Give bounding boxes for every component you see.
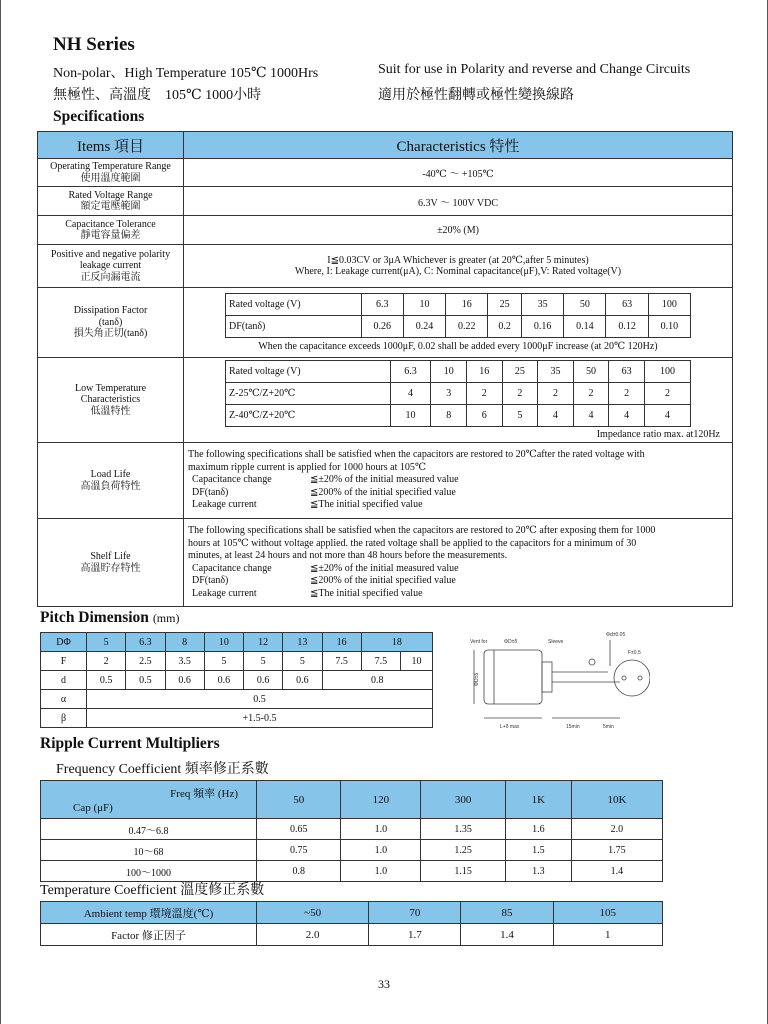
- page-number: 33: [378, 977, 390, 991]
- list-label: Capacitance change: [192, 562, 272, 574]
- factor-cell: 1.4: [461, 924, 553, 946]
- pitch-d-cell: 0.6: [244, 671, 283, 690]
- freq-value-cell: 1.25: [421, 840, 505, 861]
- pitch-diameter-cell: 12: [244, 633, 283, 652]
- lt-z40-cell: 4: [644, 405, 690, 427]
- pitch-f-label: F: [41, 652, 87, 671]
- item-voltage: [38, 187, 184, 216]
- pitch-diameter-cell: 5: [87, 633, 126, 652]
- pitch-d-cell: 0.8: [322, 671, 433, 690]
- freq-value-cell: 1.5: [505, 840, 571, 861]
- freq-header-cell: 10K: [571, 781, 662, 819]
- freq-header-cell: 50: [257, 781, 341, 819]
- list-label: DF(tanδ): [192, 575, 229, 586]
- list-label: Leakage current: [192, 499, 257, 511]
- low-temp-note: Impedance ratio max. at120Hz: [596, 429, 720, 440]
- temperature-coefficient-table: [40, 901, 663, 946]
- df-cell: 0.16: [521, 316, 563, 338]
- item-en: Capacitance Tolerance: [65, 218, 156, 230]
- item-zh: 靜電容量偏差: [80, 230, 141, 241]
- lead-hole-right: [638, 676, 642, 680]
- diagram-15min-label: 15min: [566, 724, 580, 730]
- pitch-diameter-cell: 6.3: [126, 633, 165, 652]
- freq-value-cell: 1.0: [341, 819, 421, 840]
- spec-row-load-life: [38, 443, 733, 519]
- spec-row-low-temp: [38, 358, 733, 443]
- item-en: Low Temperature: [74, 382, 147, 394]
- pitch-d-label: DΦ: [41, 633, 87, 652]
- pitch-d-cell: 0.6: [204, 671, 243, 690]
- item-operating-temp: [38, 159, 184, 187]
- intro-zh-left: 無極性、高溫度 105℃ 1000小時: [53, 88, 262, 103]
- spec-row-shelf-life: [38, 519, 733, 607]
- pitch-diameter-cell: 8: [165, 633, 204, 652]
- item-zh: 損失角正切(tanδ): [73, 328, 148, 340]
- dissipation-table: [225, 293, 691, 338]
- items-column-header: Items 項目: [38, 132, 184, 159]
- freq-cap-cell: 100～1000: [41, 861, 257, 882]
- spec-row-tolerance: [38, 216, 733, 245]
- diagram-phid3-label: Φd±0.05: [606, 632, 626, 638]
- lt-voltage-cell: 25: [502, 361, 538, 383]
- lt-z40-row: [226, 405, 691, 427]
- lt-z40-cell: 8: [431, 405, 467, 427]
- lt-z25-cell: 2: [467, 383, 503, 405]
- temp-header-cell: 70: [369, 902, 461, 924]
- lt-voltage-cell: 100: [644, 361, 690, 383]
- list-value: ≦±20% of the initial measured value: [310, 474, 459, 486]
- spec-header-row: [38, 132, 733, 159]
- dissipation-value: [184, 288, 733, 358]
- lt-z25-cell: 2: [573, 383, 609, 405]
- item-zh: 正反向漏電流: [80, 271, 141, 283]
- leakage-value: [184, 245, 733, 288]
- freq-cap-cell: 0.47～6.8: [41, 819, 257, 840]
- lt-z40-cell: 10: [390, 405, 431, 427]
- spec-row-operating-temp: [38, 159, 733, 187]
- diagram-vent-label: Vent for: [470, 639, 488, 645]
- list-value: ≦The initial specified value: [310, 499, 423, 511]
- freq-row: [41, 819, 663, 840]
- freq-value-cell: 1.6: [505, 819, 571, 840]
- pitch-diameter-cell: 10: [204, 633, 243, 652]
- diagram-phid-label: ΦD±δ: [504, 639, 518, 645]
- voltage-value: 6.3V ～ 100V VDC: [184, 187, 733, 216]
- item-en: Load Life: [90, 469, 131, 480]
- diagram-phid2-label: ΦD±δ: [474, 672, 480, 686]
- shelf-life-value: [184, 519, 733, 607]
- tolerance-value: ±20% (M): [184, 216, 733, 245]
- item-tolerance: [38, 216, 184, 245]
- lt-z40-cell: 4: [609, 405, 645, 427]
- df-voltage-row: [226, 294, 691, 316]
- freq-value-cell: 1.0: [341, 840, 421, 861]
- load-life-text-1: The following specifications shall be satisfied when the capacitors are restored to 20℃after the rated voltage with: [188, 449, 645, 461]
- lt-voltage-cell: 50: [573, 361, 609, 383]
- spec-row-dissipation: [38, 288, 733, 358]
- list-label: Capacitance change: [192, 474, 272, 486]
- freq-cap-header: [41, 781, 257, 819]
- freq-header-cell: 300: [421, 781, 505, 819]
- freq-value-cell: 1.0: [341, 861, 421, 882]
- list-value: ≦200% of the initial specified value: [310, 486, 456, 498]
- diagram-l-label: L+δ max: [500, 724, 520, 730]
- pitch-f-cell: 5: [204, 652, 243, 671]
- temp-header-row: [41, 902, 663, 924]
- freq-value-cell: 1.75: [571, 840, 662, 861]
- pitch-f-cell: 2.5: [126, 652, 165, 671]
- low-temp-value: [184, 358, 733, 443]
- pitch-f-row: [41, 652, 433, 671]
- pitch-d-cell: 0.5: [126, 671, 165, 690]
- leakage-line-1: I≦0.03CV or 3μA Whichever is greater (at 20℃,after 5 minutes): [327, 255, 589, 266]
- shelf-life-text-2: hours at 105℃ without voltage applied. the rated voltage shall be applied to the capacitors for a minimum of 30: [188, 537, 637, 549]
- pitch-d-row: [41, 671, 433, 690]
- item-dissipation: [38, 288, 184, 358]
- operating-temp-value: -40℃ ～ +105℃: [184, 159, 733, 187]
- item-en: Dissipation Factor: [73, 305, 148, 317]
- lt-z40-label: Z-40℃/Z+20℃: [226, 405, 391, 427]
- freq-value-cell: 0.75: [257, 840, 341, 861]
- list-label: Leakage current: [192, 587, 257, 599]
- item-zh: 高溫貯存特性: [80, 562, 141, 574]
- diagram-5min-label: 5min: [603, 724, 614, 730]
- pitch-d-cell: 0.6: [283, 671, 322, 690]
- pitch-beta-value: +1.5-0.5: [87, 709, 433, 728]
- factor-cell: 1.7: [369, 924, 461, 946]
- load-life-text-2: maximum ripple current is applied for 1000 hours at 105℃: [188, 461, 427, 473]
- freq-label: Freq 頻率 (Hz): [170, 788, 238, 800]
- pitch-heading-text: Pitch Dimension: [40, 609, 149, 626]
- lt-z25-cell: 2: [644, 383, 690, 405]
- freq-value-cell: 1.4: [571, 861, 662, 882]
- lt-z40-cell: 6: [467, 405, 503, 427]
- pitch-f-cell: 7.5: [361, 652, 400, 671]
- temp-header-cell: ~50: [257, 902, 369, 924]
- df-cell: 0.10: [648, 316, 690, 338]
- freq-header-cell: 1K: [505, 781, 571, 819]
- shelf-life-text-3: minutes, at least 24 hours and not more than 48 hours before the measurements.: [188, 550, 508, 561]
- item-en: Shelf Life: [90, 551, 131, 562]
- freq-header-cell: 120: [341, 781, 421, 819]
- df-voltage-cell: 35: [521, 294, 563, 316]
- df-voltage-cell: 100: [648, 294, 690, 316]
- freq-row: [41, 840, 663, 861]
- lt-z40-cell: 4: [538, 405, 574, 427]
- temp-header-cell: 85: [461, 902, 553, 924]
- df-voltage-cell: 25: [488, 294, 522, 316]
- ripple-heading: Ripple Current Multipliers: [40, 735, 220, 752]
- ambient-temp-label: Ambient temp 環境溫度(℃): [41, 902, 257, 924]
- df-value-row: [226, 316, 691, 338]
- frequency-coefficient-title: Frequency Coefficient 頻率修正系數: [56, 762, 269, 777]
- factor-cell: 2.0: [257, 924, 369, 946]
- list-value: ≦200% of the initial specified value: [310, 575, 456, 586]
- freq-value-cell: 1.15: [421, 861, 505, 882]
- lt-z25-cell: 2: [538, 383, 574, 405]
- df-cell: 0.26: [361, 316, 403, 338]
- shelf-life-list: [188, 563, 728, 601]
- load-life-value: [184, 443, 733, 519]
- item-leakage: [38, 245, 184, 288]
- item-en: Operating Temperature Range: [50, 161, 171, 172]
- df-cell: 0.14: [564, 316, 606, 338]
- page-title: NH Series: [53, 34, 135, 55]
- df-cell: 0.2: [488, 316, 522, 338]
- item-shelf-life: [38, 519, 184, 607]
- lt-voltage-label: Rated voltage (V): [226, 361, 391, 383]
- freq-value-cell: 1.3: [505, 861, 571, 882]
- pitch-diameter-row: [41, 633, 433, 652]
- item-zh: 額定電壓範圍: [80, 201, 141, 212]
- lt-voltage-row: [226, 361, 691, 383]
- pitch-b-label: β: [41, 709, 87, 728]
- specifications-heading: Specifications: [53, 108, 145, 125]
- pitch-dd-label: d: [41, 671, 87, 690]
- leakage-line-2: Where, I: Leakage current(μA), C: Nominal capacitance(μF),V: Rated voltage(V): [294, 266, 622, 277]
- capacitor-dimension-diagram: [460, 632, 650, 742]
- pitch-f-cell: 3.5: [165, 652, 204, 671]
- item-load-life: [38, 443, 184, 519]
- df-voltage-cell: 16: [446, 294, 488, 316]
- pitch-f-cell: 5: [283, 652, 322, 671]
- item-zh: 高溫負荷特性: [80, 480, 141, 492]
- pitch-table: [40, 632, 433, 728]
- df-voltage-cell: 10: [403, 294, 445, 316]
- temp-factor-row: [41, 924, 663, 946]
- item-zh: 使用溫度範圍: [80, 172, 141, 184]
- freq-header-row: [41, 781, 663, 819]
- intro-en-left: Non-polar、High Temperature 105℃ 1000Hrs: [53, 66, 319, 81]
- pitch-heading: [40, 609, 179, 627]
- freq-cap-cell: 10～68: [41, 840, 257, 861]
- pitch-alpha-row: [41, 690, 433, 709]
- cap-label: Cap (μF): [73, 802, 113, 814]
- freq-value-cell: 2.0: [571, 819, 662, 840]
- pitch-f-cell: 5: [244, 652, 283, 671]
- pitch-f-cell: 7.5: [322, 652, 361, 671]
- item-zh: 低溫特性: [90, 405, 131, 417]
- frequency-coefficient-table: [40, 780, 663, 882]
- lt-z25-cell: 4: [390, 383, 431, 405]
- capacitor-sleeve: [542, 662, 552, 692]
- lt-z25-cell: 3: [431, 383, 467, 405]
- lt-voltage-cell: 63: [609, 361, 645, 383]
- item-en: leakage current: [79, 260, 142, 272]
- lt-voltage-cell: 6.3: [390, 361, 431, 383]
- lead-hole-left: [622, 676, 626, 680]
- df-voltage-cell: 63: [606, 294, 648, 316]
- lt-z40-cell: 4: [573, 405, 609, 427]
- lt-z25-cell: 2: [609, 383, 645, 405]
- dissipation-note: When the capacitance exceeds 1000μF, 0.02 shall be added every 1000μF increase (at 20℃ 120Hz): [258, 341, 658, 352]
- df-voltage-cell: 50: [564, 294, 606, 316]
- item-low-temp: [38, 358, 184, 443]
- df-label: DF(tanδ): [226, 316, 362, 338]
- temperature-coefficient-title: Temperature Coefficient 溫度修正系數: [40, 883, 265, 898]
- diagram-f-label: F±0.5: [628, 650, 641, 656]
- lt-voltage-cell: 35: [538, 361, 574, 383]
- lt-z40-cell: 5: [502, 405, 538, 427]
- freq-value-cell: 0.8: [257, 861, 341, 882]
- item-en: Positive and negative polarity: [50, 248, 171, 260]
- item-en: Characteristics: [80, 394, 141, 406]
- capacitor-end-view: [614, 660, 650, 696]
- df-voltage-label: Rated voltage (V): [226, 294, 362, 316]
- pitch-diameter-cell: 18: [361, 633, 432, 652]
- lt-z25-row: [226, 383, 691, 405]
- pitch-beta-row: [41, 709, 433, 728]
- spec-row-leakage: [38, 245, 733, 288]
- pitch-diameter-cell: 16: [322, 633, 361, 652]
- polarity-mark: [589, 659, 595, 665]
- pitch-diameter-cell: 13: [283, 633, 322, 652]
- item-en: Rated Voltage Range: [68, 189, 153, 201]
- df-cell: 0.22: [446, 316, 488, 338]
- list-value: ≦The initial specified value: [310, 587, 423, 599]
- lt-z25-label: Z-25℃/Z+20℃: [226, 383, 391, 405]
- intro-zh-right: 適用於極性翻轉或極性變換線路: [378, 88, 574, 103]
- list-value: ≦±20% of the initial measured value: [310, 562, 459, 574]
- pitch-d-cell: 0.5: [87, 671, 126, 690]
- temp-header-cell: 105: [553, 902, 662, 924]
- df-cell: 0.12: [606, 316, 648, 338]
- freq-value-cell: 1.35: [421, 819, 505, 840]
- df-voltage-cell: 6.3: [361, 294, 403, 316]
- lt-voltage-cell: 16: [467, 361, 503, 383]
- characteristics-column-header: Characteristics 特性: [184, 132, 733, 159]
- df-cell: 0.24: [403, 316, 445, 338]
- list-label: DF(tanδ): [192, 486, 229, 498]
- spec-row-voltage: [38, 187, 733, 216]
- pitch-f-cell: 10: [401, 652, 433, 671]
- factor-label: Factor 修正因子: [41, 924, 257, 946]
- load-life-list: [188, 474, 728, 512]
- shelf-life-text-1: The following specifications shall be satisfied when the capacitors are restored to 20℃ after exposing them for 1000: [188, 525, 656, 536]
- specifications-table: [37, 131, 733, 607]
- freq-value-cell: 0.65: [257, 819, 341, 840]
- pitch-heading-unit: (mm): [152, 611, 180, 625]
- capacitor-body: [484, 650, 542, 704]
- intro-en-right: Suit for use in Polarity and reverse and Change Circuits: [378, 62, 691, 77]
- factor-cell: 1: [553, 924, 662, 946]
- pitch-d-cell: 0.6: [165, 671, 204, 690]
- low-temp-table: [225, 360, 691, 427]
- lt-voltage-cell: 10: [431, 361, 467, 383]
- diagram-sleeve-label: Sleeve: [548, 639, 564, 645]
- pitch-f-cell: 2: [87, 652, 126, 671]
- pitch-alpha-value: 0.5: [87, 690, 433, 709]
- item-en: (tanδ): [98, 316, 123, 328]
- pitch-a-label: α: [41, 690, 87, 709]
- lt-z25-cell: 2: [502, 383, 538, 405]
